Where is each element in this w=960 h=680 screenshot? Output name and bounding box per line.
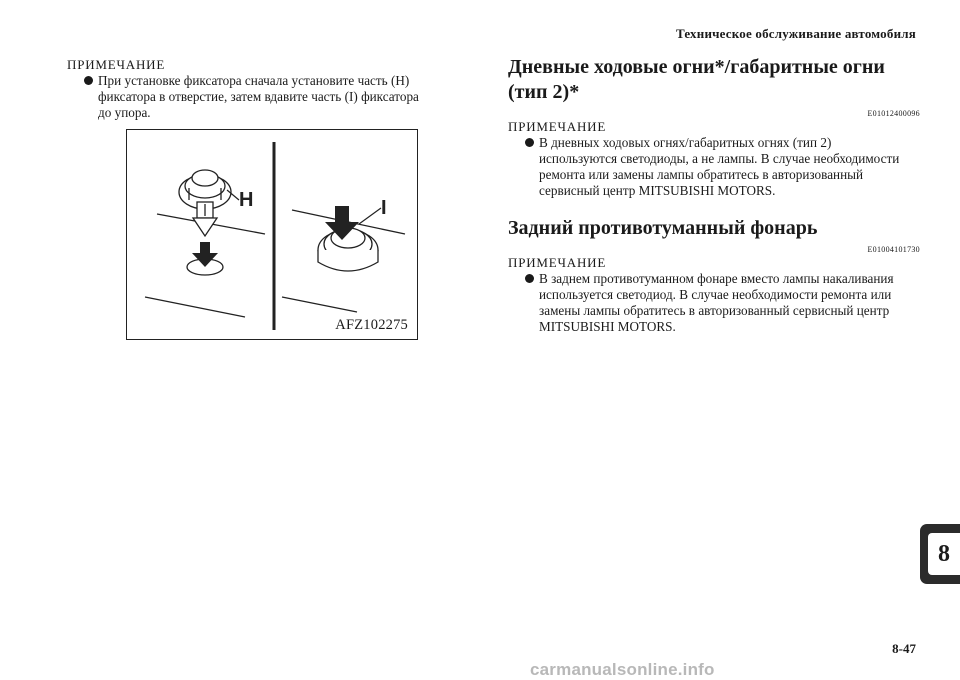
chapter-tab [920,524,960,584]
note-label: ПРИМЕЧАНИЕ [508,119,607,134]
note-line: ремонта или замены лампы обратитесь в авторизованный [539,167,864,182]
fastener-part-i [318,228,378,271]
section-title-fog: Задний противотуманный фонарь [508,217,818,239]
down-arrow [192,242,218,267]
section-title-line: (тип 2)* [508,81,580,103]
figure-id: AFZ102275 [335,317,408,333]
bullet-icon [525,274,534,283]
bullet-icon [84,76,93,85]
note-bullet-item [508,271,920,335]
note-bullet-item [67,73,447,121]
bullet-icon [525,138,534,147]
section-code: E01004101730 [867,245,920,254]
leader-line [359,208,381,224]
note-line: фиксатора в отверстие, затем вдавите часть (I) фиксатора [98,89,419,104]
left-column [67,57,447,121]
surface-line [282,297,357,312]
surface-line [145,297,245,317]
section-code: E01012400096 [867,109,920,118]
section-title-drl [508,55,920,105]
fastener-illustration [126,129,418,340]
note-line: В заднем противотуманном фонаре вместо лампы накаливания [539,271,894,286]
note-bullet-item [508,135,920,199]
part-label-i: I [381,197,387,219]
chapter-number: 8 [928,533,960,575]
note-line: до упора. [98,105,151,120]
note-line: При установке фиксатора сначала установите часть (H) [98,73,410,88]
note-line: замены лампы обратитесь в авторизованный сервисный центр [539,303,890,318]
note-line: используются светодиоды, а не лампы. В случае необходимости [539,151,900,166]
note-line: MITSUBISHI MOTORS. [539,319,676,334]
note-label: ПРИМЕЧАНИЕ [508,255,607,270]
note-line: В дневных ходовых огнях/габаритных огнях (тип 2) [539,135,832,150]
right-column [508,55,920,335]
note-line: используется светодиод. В случае необходимости ремонта или [539,287,892,302]
note-line: сервисный центр MITSUBISHI MOTORS. [539,183,776,198]
fastener-drawing [127,130,419,341]
section-title-line: Дневные ходовые огни*/габаритные огни [508,56,885,78]
page-number: 8-47 [892,641,916,656]
watermark: carmanualsonline.info [530,660,715,679]
running-header: Техническое обслуживание автомобиля [675,26,916,41]
note-label: ПРИМЕЧАНИЕ [67,57,166,72]
part-label-h: H [239,189,254,211]
